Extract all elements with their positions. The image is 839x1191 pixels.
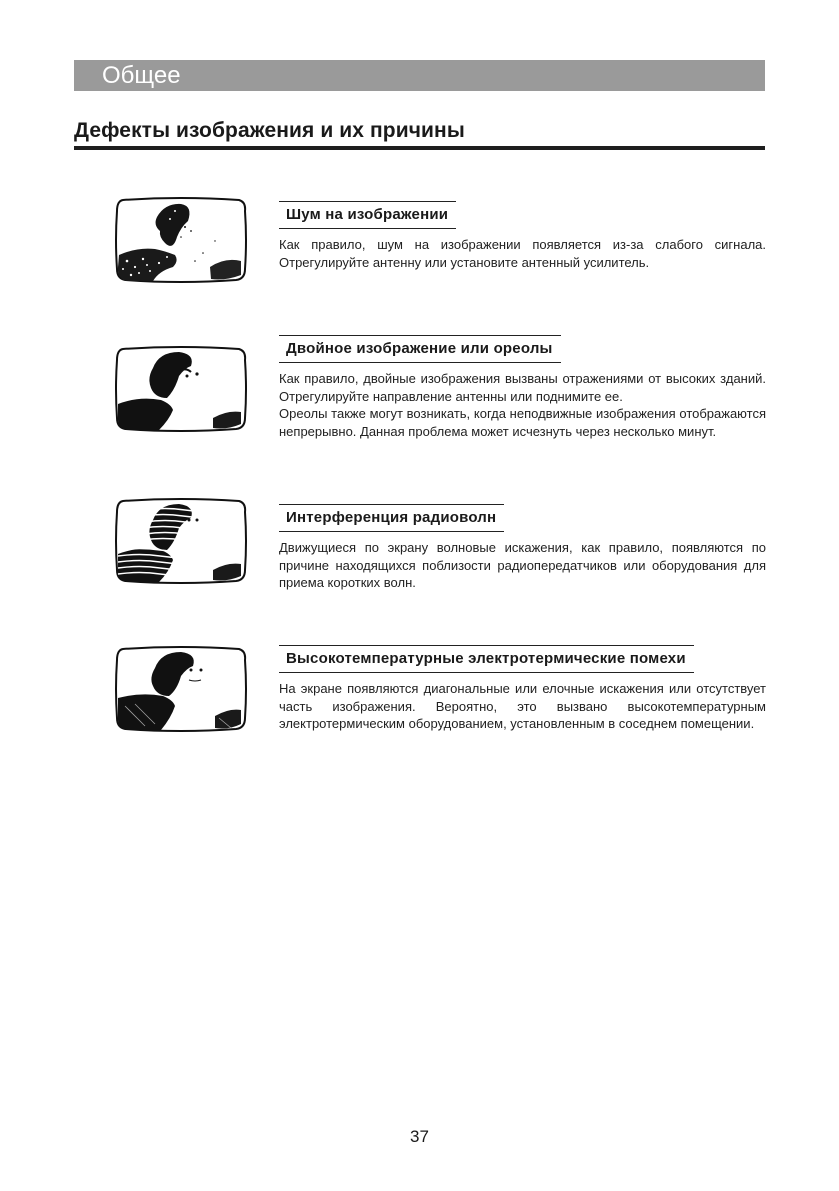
page-number: 37 [410,1127,429,1146]
section-body [279,539,766,592]
section-heading: Шум на изображении [279,201,456,229]
section-paragraph: Как правило, двойные изображения вызваны отражениями от высоких зданий. Отрегулируйте направление антенны или поднимите ее. [279,371,766,404]
section-body [279,680,766,733]
section-label: Общее [102,62,181,89]
section-body [279,370,766,440]
tv-radio-interference-icon [115,498,247,584]
page-title: Дефекты изображения и их причины [74,119,465,142]
tv-noisy-picture-icon [115,197,247,283]
section-paragraph: Как правило, шум на изображении появляется из-за слабого сигнала. Отрегулируйте антенну или установите антенный усилитель. [279,237,766,270]
tv-ghost-picture-icon [115,346,247,432]
title-underline [74,146,765,150]
section-header-bar [74,60,765,91]
section-heading: Двойное изображение или ореолы [279,335,561,363]
section-paragraph: На экране появляются диагональные или елочные искажения или отсутствует часть изображения. Вероятно, это вызвано высокотемпературным электротермическим оборудованием, установленным в соседнем помещении. [279,681,766,732]
section-paragraph: Ореолы также могут возникать, когда неподвижные изображения отображаются непрерывно. Данная проблема может исчезнуть через несколько минут. [279,406,766,439]
section-body [279,236,766,271]
section-heading: Интерференция радиоволн [279,504,504,532]
section-paragraph: Движущиеся по экрану волновые искажения, как правило, появляются по причине находящихся поблизости радиопередатчиков или оборудования для приема коротких волн. [279,540,766,591]
section-heading: Высокотемпературные электротермические помехи [279,645,694,673]
tv-electrothermal-interference-icon [115,646,247,732]
